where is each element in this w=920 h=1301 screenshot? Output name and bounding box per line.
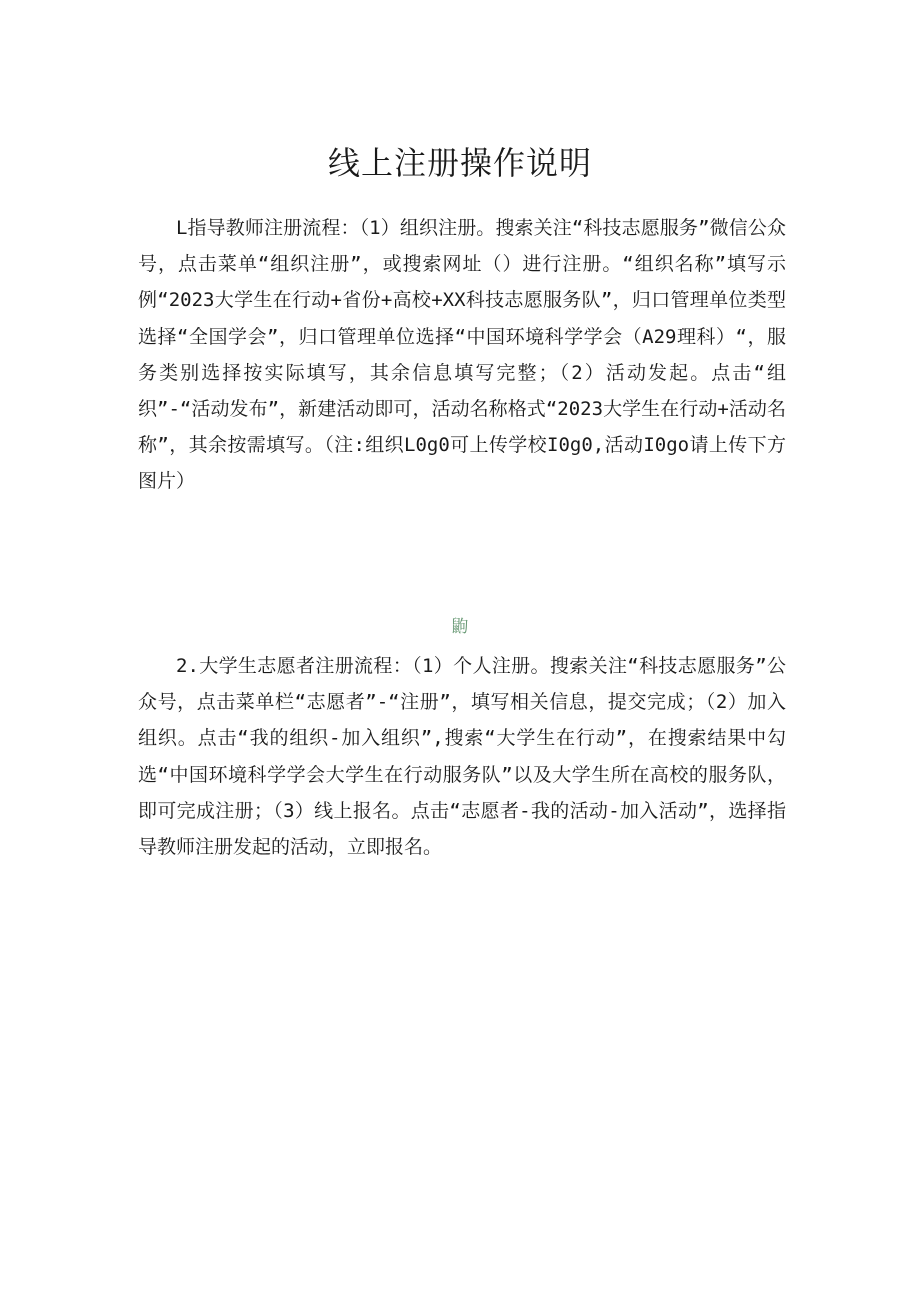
paragraph-student-registration: 2.大学生志愿者注册流程：（1）个人注册。搜索关注“科技志愿服务”公众号，点击菜单栏“志愿者”-“注册”，填写相关信息，提交完成；（2）加入组织。点击“我的组织-加入组织”,搜索“大学生在行动”，在搜索结果中勾选“中国环境科学学会大学生在行动服务队”以及大学生所在高校的服务队，即可完成注册；（3）线上报名。点击“志愿者-我的活动-加入活动”，选择指导教师注册发起的活动，立即报名。 (138, 655, 786, 859)
paragraph-teacher-registration: L指导教师注册流程：（1）组织注册。搜索关注“科技志愿服务”微信公众号，点击菜单“组织注册”，或搜索网址（）进行注册。“组织名称”填写示例“2023大学生在行动+省份+高校+XX科技志愿服务队”，归口管理单位类型选择“全国学会”，归口管理单位选择“中国环境科学学会（A29理科）“，服务类别选择按实际填写，其余信息填写完整；（2）活动发起。点击“组织”-“活动发布”，新建活动即可，活动名称格式“2023大学生在行动+活动名称”，其余按需填写。（注:组织L0g0可上传学校I0g0,活动I0go请上传下方图片） (138, 217, 786, 493)
document-title: 线上注册操作说明 (327, 144, 592, 182)
image-placeholder-glyph: 鼩 (451, 617, 469, 637)
